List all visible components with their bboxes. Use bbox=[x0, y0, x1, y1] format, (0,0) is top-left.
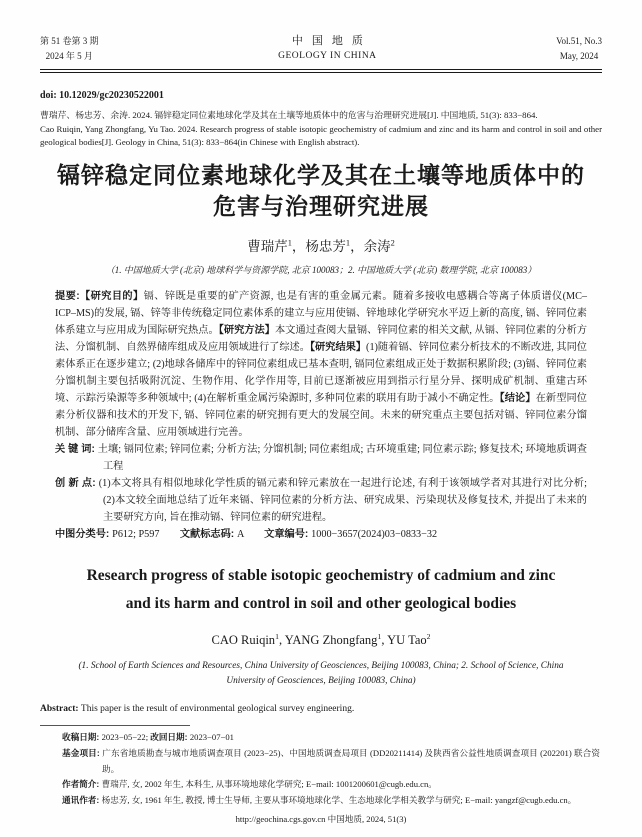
article-title-zh-line2: 危害与治理研究进展 bbox=[213, 192, 429, 219]
date-zh: 2024 年 5 月 bbox=[45, 51, 93, 61]
footnote-received-date: 收稿日期: 2023−05−22; 改回日期: 2023−07−01 bbox=[62, 732, 234, 742]
affiliation-en: (1. School of Earth Sciences and Resources, China University of Geosciences, Beijing 100083, China; 2. School of Science, China University of Geosciences, Beijing 100083, China) bbox=[78, 660, 564, 686]
volume-issue-zh: 第 51 卷第 3 期 bbox=[40, 36, 99, 46]
footnote-author-bio: 作者简介: 曹瑞芹, 女, 2002 年生, 本科生, 从事环境地球化学研究; E−mail: 1001200601@cugb.edu.cn。 bbox=[62, 779, 437, 790]
volume-issue-en: Vol.51, No.3 bbox=[556, 36, 602, 46]
citation-zh: 曹瑞芹、杨忠芳、余涛. 2024. 镉锌稳定同位素地球化学及其在土壤等地质体中的危害与治理研究进展[J]. 中国地质, 51(3): 833−864. bbox=[40, 110, 538, 120]
citation-en: Cao Ruiqin, Yang Zhongfang, Yu Tao. 2024. Research progress of stable isotopic geochemistry of cadmium and zinc and its harm and control in soil and other geological bodies[J]. Geology in China, 51(3): 833−864(in Chinese with English abstract). bbox=[40, 123, 602, 147]
page-footer-url: http://geochina.cgs.gov.cn 中国地质, 2024, 51(3) bbox=[235, 814, 407, 824]
issue-info-en bbox=[556, 34, 602, 64]
journal-name-en: GEOLOGY IN CHINA bbox=[278, 51, 377, 61]
classification-codes: 中图分类号: P612; P597 文献标志码: A 文章编号: 1000−3657(2024)03−0833−32 bbox=[55, 528, 438, 540]
keywords-zh: 关 键 词: 土壤; 镉同位素; 锌同位素; 分析方法; 分馏机制; 同位素组成; 古环境重建; 同位素示踪; 修复技术; 环境地质调查工程 bbox=[55, 443, 587, 472]
authors-en: CAO Ruiqin$^1$, YANG Zhongfang$^1$, YU Tao$^2$ bbox=[211, 631, 431, 647]
journal-name-zh: 中国地质 bbox=[291, 35, 372, 47]
affiliation-zh: （1. 中国地质大学 (北京) 地球科学与资源学院, 北京 100083；2. 中国地质大学 (北京) 数理学院, 北京 100083） bbox=[105, 264, 537, 275]
citation-block bbox=[40, 109, 602, 150]
header-double-rule bbox=[40, 69, 602, 73]
journal-name bbox=[278, 34, 376, 64]
abstract-block-zh bbox=[55, 288, 587, 543]
article-title-zh-line1: 镉锌稳定同位素地球化学及其在土壤等地质体中的 bbox=[57, 161, 585, 188]
abstract-en: Abstract: This paper is the result of environmental geological survey engineering. bbox=[40, 703, 355, 714]
footnote-fund-project: 基金项目: 广东省地质勘查与城市地质调查项目 (2023−25)、中国地质调查局项目 (DD20211414) 及陕西省公益性地质调查项目 (202201) 联合资助。 bbox=[62, 747, 600, 774]
footnote-corresponding-author: 通讯作者: 杨忠芳, 女, 1961 年生, 教授, 博士生导师, 主要从事环境地球化学、生态地球化学相关教学与研究; E−mail: yangzf@cugb.edu.cn。 bbox=[62, 795, 577, 806]
footnote-block bbox=[62, 730, 602, 809]
footnote-separator bbox=[40, 725, 190, 726]
article-title-en: Research progress of stable isotopic geochemistry of cadmium and zinc and its harm and control in soil and other geological bodies bbox=[86, 566, 556, 612]
abstract-body-zh: 提要:【研究目的】镉、锌既是重要的矿产资源, 也是有害的重金属元素。随着多接收电感耦合等离子体质谱仪(MC–ICP–MS)的发展, 镉、锌等非传统稳定同位素体系的建立与应用使镉、锌地球化学研究水平迈上新的高度, 镉、锌同位素体系建立与应用成为国际研究热点。【研究方法】本文通过查阅大量镉、锌同位素的相关文献, 从镉、锌同位素的分析方法、分馏机制、自然界储库组成及应用领域进行了综述。【研究结果】(1)随着镉、锌同位素分析技术的不断改进, 其同位素体系正在逐步建立; (2)地球各储库中的锌同位素组成已基本查明, 镉同位素组成正处于数据积累阶段; (3)镉、锌同位素分馏机制主要包括吸附沉淀、生物作用、化学作用等, 目前已逐渐被应用到指示行星分异、探明成矿机制、重建古环境、示踪污染源等多种领域中; (4)在解析重金属污染源时, 多种同位素的联用有助于减小不确定性。【结论】在新型同位素分析仪器和技术的开发下, 镉、锌同位素的研究拥有更大的发展空间。未来的研究重点主要包括对镉、锌同位素分馏机制、部分储库含量、应用领域进行完善。 bbox=[55, 290, 588, 438]
authors-zh: 曹瑞芹$^1$，杨忠芳$^1$，余涛$^2$ bbox=[247, 238, 395, 254]
doi-line: doi: 10.12029/gc20230522001 bbox=[40, 90, 164, 101]
journal-header bbox=[40, 34, 602, 64]
issue-info-zh bbox=[40, 34, 99, 64]
date-en: May, 2024 bbox=[559, 51, 599, 61]
article-title-zh bbox=[40, 160, 602, 222]
highlights-zh: 创 新 点: (1)本文将具有相似地球化学性质的镉元素和锌元素放在一起进行论述, 有利于该领域学者对其进行对比分析; (2)本文较全面地总结了近年来镉、锌同位素的分析方法、研究成果、污染现状及修复技术, 并提出了未来的主要研究方向, 旨在推动镉、锌同位素的研究进程。 bbox=[55, 477, 587, 523]
